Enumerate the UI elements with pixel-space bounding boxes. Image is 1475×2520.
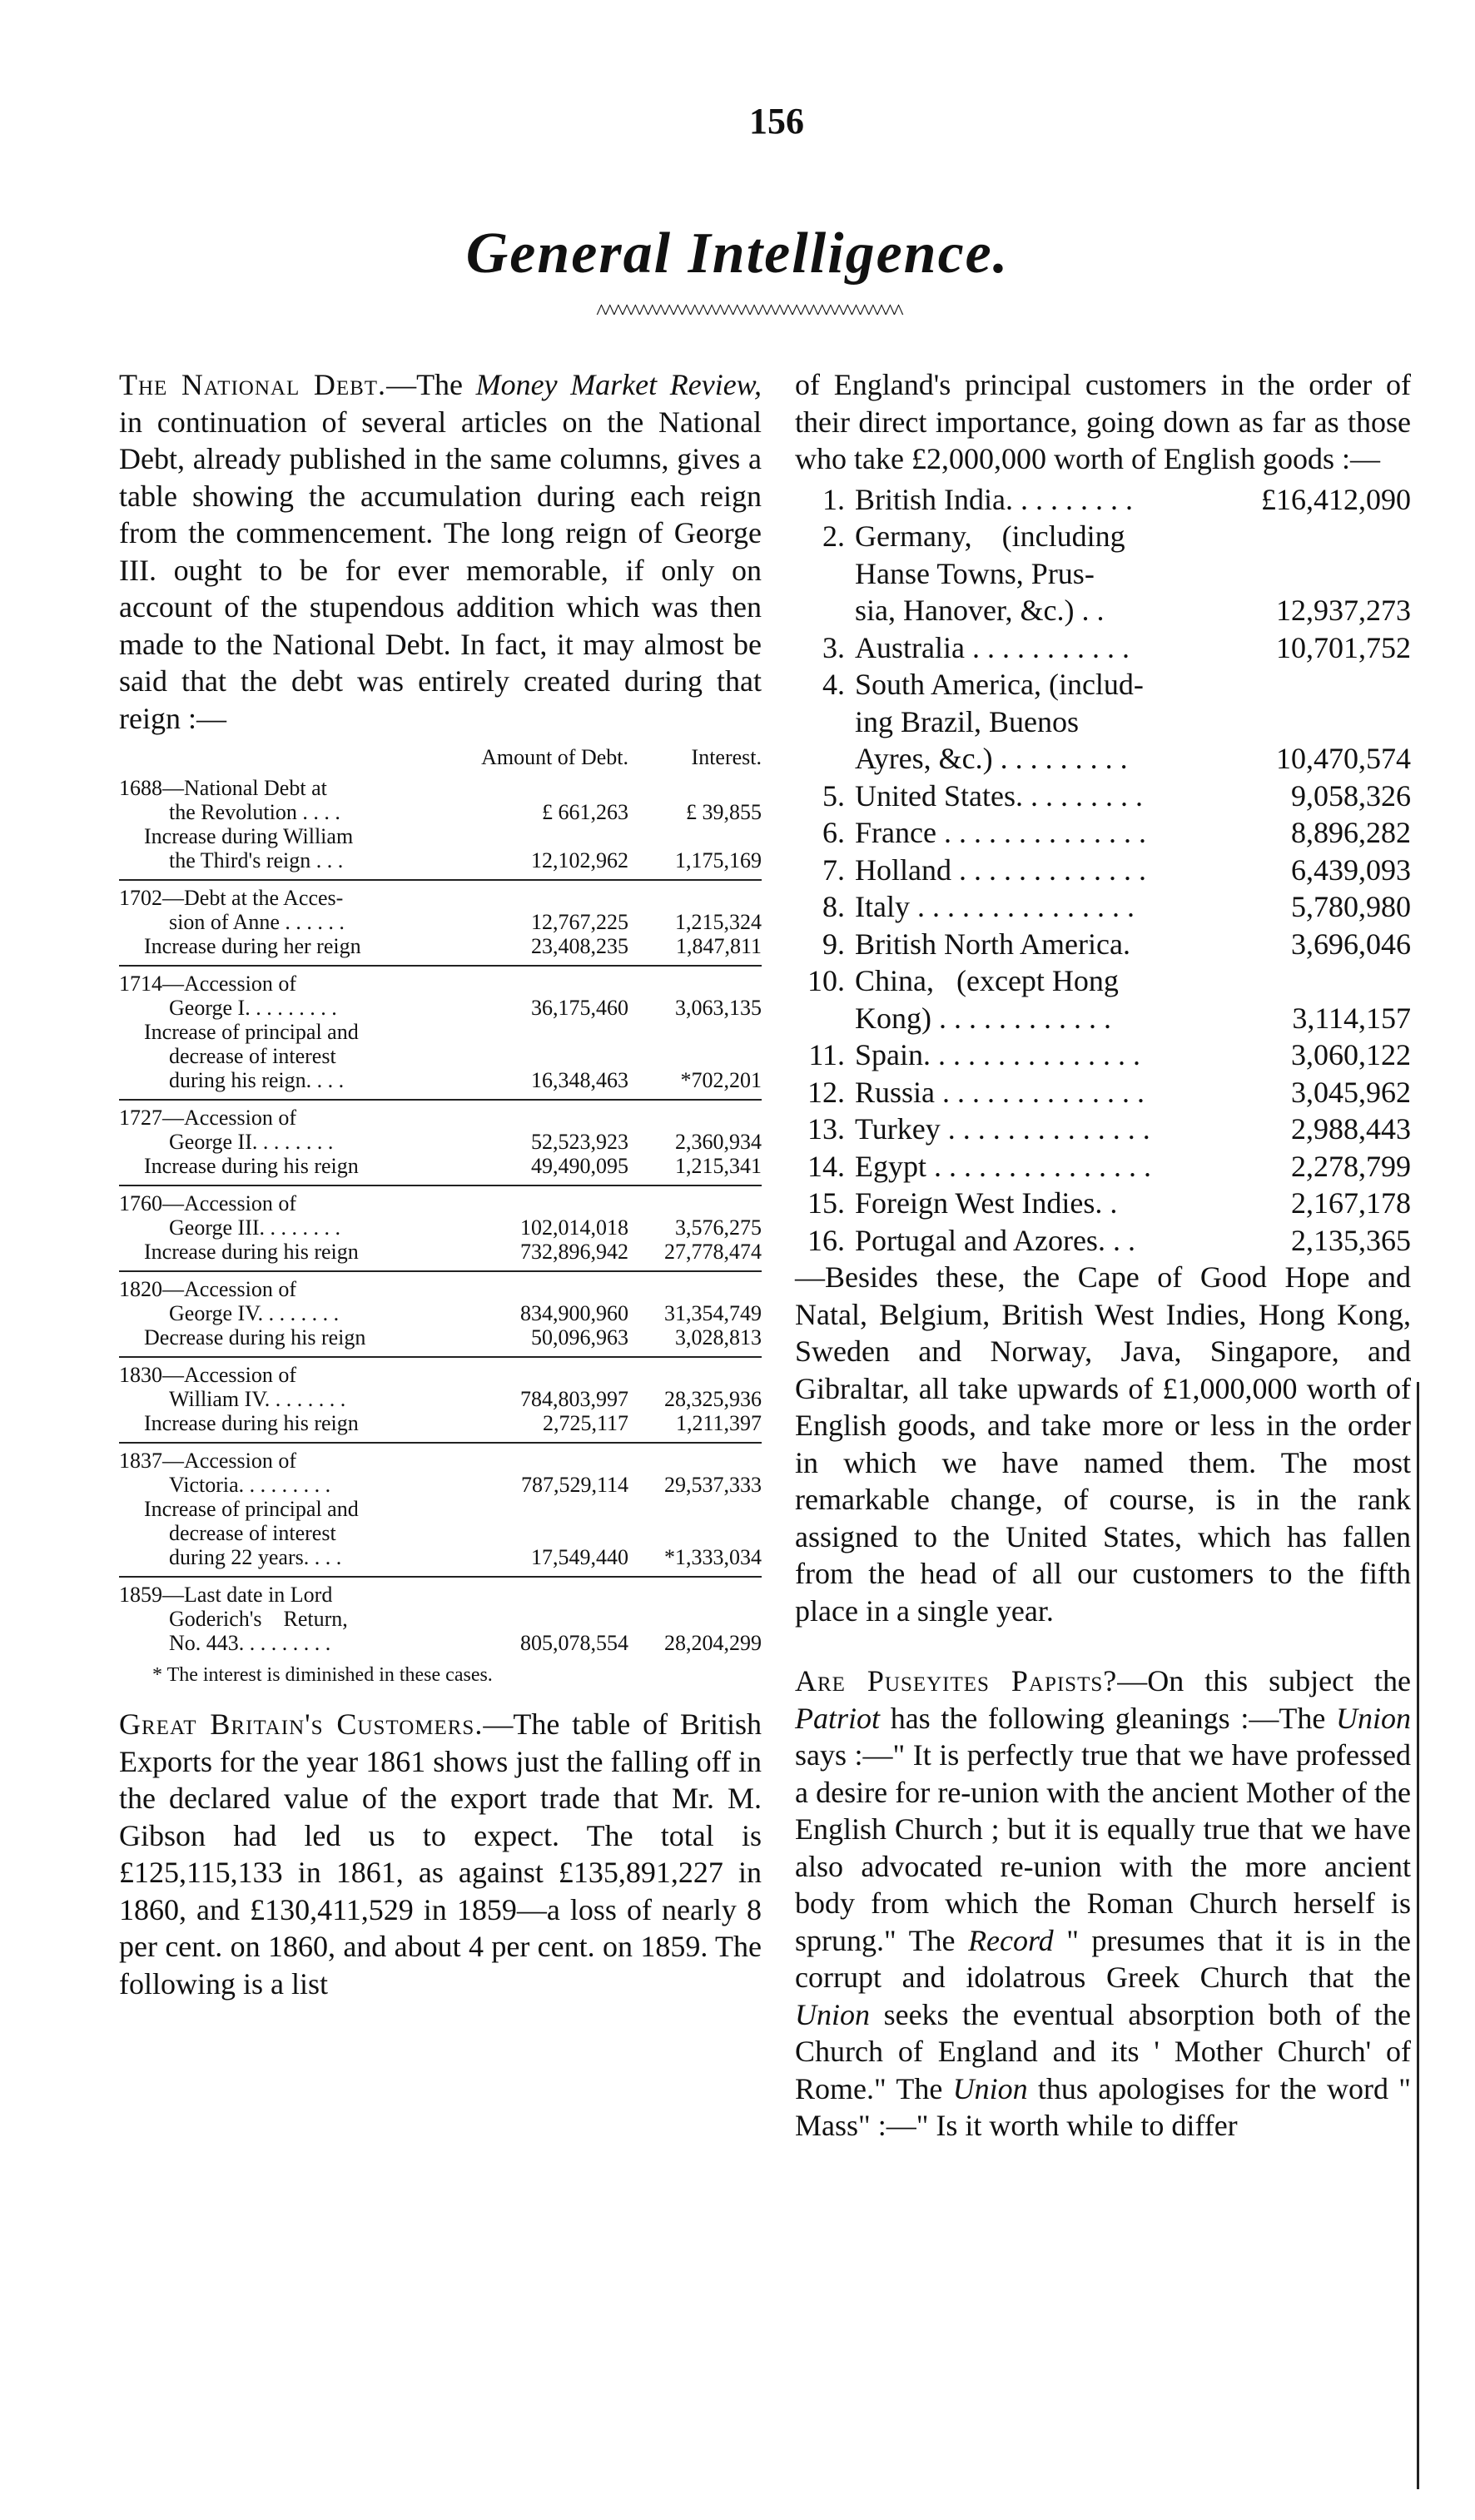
debt-row [119, 1068, 762, 1092]
debt-group [119, 967, 762, 1101]
customer-item [795, 962, 1411, 1036]
debt-amount: 784,803,997 [520, 1387, 628, 1411]
debt-row [119, 1240, 762, 1264]
customer-rank: 5. [822, 778, 845, 813]
debt-row [119, 1301, 762, 1325]
debt-interest: 29,537,333 [664, 1473, 762, 1497]
puseyites-text-3: says :—" It is perfectly true that we have professed a desire for re-union with the ancient Mother of the English Church ; but it is equally true that we have also advocated re-union with the more ancient body from which the Roman Church herself is sprung." The [795, 1738, 1411, 1957]
debt-row [119, 910, 762, 934]
customer-name: Australia . . . . . . . . . . . [855, 630, 1130, 664]
debt-row [119, 1583, 762, 1607]
debt-row-label: Increase during her reign [144, 934, 361, 958]
national-debt-paragraph [119, 366, 762, 737]
debt-row [119, 1607, 762, 1631]
great-britain-paragraph [119, 1706, 762, 2002]
debt-row-label: 1820—Accession of [119, 1277, 297, 1301]
debt-amount: 12,102,962 [531, 848, 628, 872]
debt-row [119, 1154, 762, 1178]
customer-rank: 12. [807, 1075, 845, 1109]
debt-row-label: George III. . . . . . . . [169, 1215, 341, 1240]
customer-name: United States. . . . . . . . . [855, 778, 1143, 813]
puseyites-text-4: " presumes that it is in the corrupt and idolatrous Greek Church that the [795, 1923, 1411, 1994]
debt-interest: 28,204,299 [664, 1631, 762, 1655]
debt-row-label: 1702—Debt at the Acces- [119, 886, 344, 910]
national-debt-text-b: in continuation of several articles on the National Debt, already published in the same columns, gives a table showing the accumulation during each reign from the commencement. The long reign of George III. ought to be for ever memorable, if only on account of the stupendous addition which was then made to the National Debt. In fact, it may almost be said that the debt was entirely created during that reign :— [119, 405, 762, 735]
debt-row-label: Increase during his reign [144, 1154, 359, 1178]
patriot-title: Patriot [795, 1701, 881, 1735]
customers-after-list: —Besides these, the Cape of Good Hope and Natal, Belgium, British West Indies, Hong Kong, Sweden and Norway, Java, Singapore, and Gibraltar, all take upwards of £1,000,000 worth of English goods, and take more or less in the order in which we have named them. The most remarkable change, of course, is in the rank assigned to the United States, which has fallen from the head of all our customers to the fifth place in a single year. [795, 1260, 1411, 1628]
great-britain-continued: of England's principal customers in the order of their direct importance, going down as far as those who take £2,000,000 worth of English goods :— [795, 368, 1411, 475]
debt-row-label: 1830—Accession of [119, 1363, 297, 1387]
debt-row [119, 996, 762, 1020]
debt-amount: 36,175,460 [531, 996, 628, 1020]
customer-amount: £16,412,090 [1261, 482, 1411, 516]
customer-item [795, 888, 1411, 926]
page-number: 156 [749, 101, 804, 142]
customer-amount: 9,058,326 [1291, 778, 1411, 813]
debt-interest: 1,175,169 [675, 848, 762, 872]
debt-row-label: Increase during his reign [144, 1411, 359, 1435]
debt-interest: 1,215,324 [675, 910, 762, 934]
debt-row-label: Increase during his reign [144, 1240, 359, 1264]
customer-item [795, 778, 1411, 815]
customer-item [795, 1222, 1411, 1260]
customer-name: British India. . . . . . . . . [855, 482, 1133, 516]
customer-amount: 3,696,046 [1291, 927, 1411, 961]
debt-row [119, 1631, 762, 1655]
debt-group [119, 771, 762, 881]
debt-row-label: decrease of interest [169, 1521, 336, 1545]
customer-item [795, 814, 1411, 852]
debt-row-label: George I. . . . . . . . . [169, 996, 337, 1020]
puseyites-heading: Are Puseyites Papists? [795, 1664, 1118, 1697]
customer-name: China, (except Hong [855, 964, 1119, 997]
debt-group [119, 881, 762, 967]
debt-row [119, 776, 762, 800]
customer-item [795, 629, 1411, 667]
customer-rank: 3. [822, 630, 845, 664]
customer-rank: 13. [807, 1112, 845, 1146]
debt-interest: 3,063,135 [675, 996, 762, 1020]
customer-amount: 2,135,365 [1291, 1223, 1411, 1257]
debt-amount: 50,096,963 [531, 1325, 628, 1349]
debt-amount: 787,529,114 [520, 1473, 628, 1497]
puseyites-text-2: has the following gleanings :—The [880, 1701, 1336, 1735]
debt-row-label: 1859—Last date in Lord [119, 1583, 333, 1607]
debt-row-label: sion of Anne . . . . . . [169, 910, 345, 934]
debt-row-label: Goderich's Return, [169, 1607, 348, 1631]
debt-group [119, 1101, 762, 1186]
debt-amount: 732,896,942 [520, 1240, 628, 1264]
debt-row [119, 1277, 762, 1301]
debt-row-label: 1727—Accession of [119, 1106, 297, 1130]
debt-row-label: 1760—Accession of [119, 1191, 297, 1215]
union-title: Union [795, 1997, 870, 2031]
debt-amount: 2,725,117 [542, 1411, 628, 1435]
debt-row [119, 1325, 762, 1349]
debt-interest: 31,354,749 [664, 1301, 762, 1325]
customer-rank: 1. [822, 482, 845, 516]
debt-row-label: during 22 years. . . . [169, 1545, 342, 1569]
debt-row-label: 1714—Accession of [119, 972, 297, 996]
debt-row-label: George IV. . . . . . . . [169, 1301, 340, 1325]
customer-item [795, 1036, 1411, 1074]
customer-item [795, 518, 1411, 629]
right-margin-rule [1417, 1382, 1419, 2489]
debt-interest: 28,325,936 [664, 1387, 762, 1411]
debt-row [119, 848, 762, 872]
union-title: Union [952, 2071, 1028, 2105]
customers-list [795, 481, 1411, 1260]
customer-amount: 3,114,157 [1292, 1001, 1411, 1035]
debt-row [119, 1411, 762, 1435]
debt-row-label: during his reign. . . . [169, 1068, 345, 1092]
debt-row-label: No. 443. . . . . . . . . [169, 1631, 331, 1655]
debt-row [119, 1044, 762, 1068]
debt-row [119, 1545, 762, 1569]
customer-name: Turkey . . . . . . . . . . . . . . [855, 1112, 1150, 1146]
customer-rank: 8. [822, 890, 845, 923]
customer-item [795, 1111, 1411, 1148]
page-masthead: General Intelligence. [465, 221, 1010, 286]
debt-row-label: Increase of principal and [144, 1020, 359, 1044]
puseyites-text-1: —On this subject the [1117, 1664, 1411, 1697]
customer-amount: 2,988,443 [1291, 1112, 1411, 1146]
header-amount: Amount of Debt. [481, 745, 628, 769]
debt-footnote: * The interest is diminished in these cases. [152, 1664, 493, 1686]
debt-row [119, 972, 762, 996]
national-debt-heading: The National Debt. [119, 368, 387, 401]
debt-row [119, 1020, 762, 1044]
debt-row [119, 886, 762, 910]
debt-interest: 27,778,474 [664, 1240, 762, 1264]
debt-interest: 1,211,397 [675, 1411, 762, 1435]
debt-amount: 12,767,225 [531, 910, 628, 934]
customer-amount: 5,780,980 [1291, 890, 1411, 923]
debt-row [119, 800, 762, 824]
customer-name: British North America. [855, 927, 1130, 961]
debt-row-label: decrease of interest [169, 1044, 336, 1068]
puseyites-text-5: seeks the eventual absorption both of the Church of England and its ' Mother Church' of Rome." The [795, 1997, 1411, 2105]
debt-row-label: the Revolution . . . . [169, 800, 340, 824]
debt-amount: 102,014,018 [520, 1215, 628, 1240]
money-market-review-title: Money Market Review, [475, 368, 762, 401]
debt-interest: 3,028,813 [675, 1325, 762, 1349]
customer-amount: 3,060,122 [1291, 1038, 1411, 1071]
customer-name: Germany, (including [855, 519, 1125, 553]
customer-amount: 2,278,799 [1291, 1149, 1411, 1183]
customer-rank: 9. [822, 927, 845, 961]
debt-row-label: 1688—National Debt at [119, 776, 327, 800]
customer-item [795, 1185, 1411, 1222]
debt-row [119, 1106, 762, 1130]
debt-table-header [119, 745, 762, 769]
debt-row [119, 934, 762, 958]
customer-name: Spain. . . . . . . . . . . . . . . [855, 1038, 1141, 1071]
customer-amount: 8,896,282 [1291, 816, 1411, 849]
debt-row-label: the Third's reign . . . [169, 848, 344, 872]
customer-item [795, 666, 1411, 778]
debt-row-label: William IV. . . . . . . . [169, 1387, 346, 1411]
debt-row [119, 1521, 762, 1545]
customer-name: Foreign West Indies. . [855, 1186, 1118, 1220]
national-debt-text-a: —The [386, 368, 476, 401]
debt-row [119, 1473, 762, 1497]
customer-name: Ayres, &c.) . . . . . . . . . [855, 742, 1128, 775]
debt-interest: 1,847,811 [675, 934, 762, 958]
debt-interest: 3,576,275 [675, 1215, 762, 1240]
debt-interest: 2,360,934 [675, 1130, 762, 1154]
union-title: Union [1336, 1701, 1411, 1735]
debt-amount: 16,348,463 [531, 1068, 628, 1092]
debt-row [119, 824, 762, 848]
debt-group [119, 1578, 762, 1662]
debt-row [119, 1130, 762, 1154]
customer-name: ing Brazil, Buenos [855, 704, 1079, 738]
debt-group [119, 1358, 762, 1444]
puseyites-paragraph [795, 1663, 1411, 2145]
great-britain-text: —The table of British Exports for the year 1861 shows just the falling off in the declared value of the export trade that Mr. M. Gibson had led us to expect. The total is £125,115,133 in 1861, as against £135,891,227 in 1860, and £130,411,529 in 1859—a loss of nearly 8 per cent. on 1860, and about 4 per cent. on 1859. The following is a list [119, 1707, 762, 2001]
customer-amount: 10,470,574 [1276, 742, 1411, 775]
customer-name: South America, (includ- [855, 668, 1144, 701]
debt-amount: 834,900,960 [520, 1301, 628, 1325]
debt-interest: £ 39,855 [686, 800, 762, 824]
header-interest: Interest. [691, 745, 762, 769]
debt-amount: 52,523,923 [531, 1130, 628, 1154]
customer-amount: 2,167,178 [1291, 1186, 1411, 1220]
debt-row-label: Victoria. . . . . . . . . [169, 1473, 331, 1497]
debt-interest: *1,333,034 [664, 1545, 762, 1569]
customer-rank: 16. [807, 1223, 845, 1257]
customer-name: Portugal and Azores. . . [855, 1223, 1135, 1257]
customer-amount: 3,045,962 [1291, 1075, 1411, 1109]
debt-row [119, 1215, 762, 1240]
customer-rank: 10. [807, 964, 845, 997]
ornament-rule: ^^^^^^^^^^^^^^^^^^^^^^^^^^^^^^^^^^^^ [596, 300, 902, 324]
debt-row-label: Decrease during his reign [144, 1325, 366, 1349]
customer-rank: 4. [822, 668, 845, 701]
customer-name: Italy . . . . . . . . . . . . . . . [855, 890, 1135, 923]
debt-interest: 1,215,341 [675, 1154, 762, 1178]
debt-amount: £ 661,263 [542, 800, 628, 824]
customer-item [795, 1148, 1411, 1185]
customer-item [795, 481, 1411, 519]
debt-row [119, 1387, 762, 1411]
customer-item [795, 1074, 1411, 1111]
debt-row [119, 1191, 762, 1215]
debt-row [119, 1363, 762, 1387]
debt-amount: 23,408,235 [531, 934, 628, 958]
debt-group [119, 1186, 762, 1272]
customer-name: Kong) . . . . . . . . . . . . [855, 1001, 1111, 1035]
customer-name: Hanse Towns, Prus- [855, 556, 1095, 590]
debt-row-label: Increase during William [144, 824, 354, 848]
great-britain-heading: Great Britain's Customers. [119, 1707, 484, 1741]
customer-amount: 12,937,273 [1276, 594, 1411, 627]
debt-amount: 805,078,554 [520, 1631, 628, 1655]
customer-name: sia, Hanover, &c.) . . [855, 594, 1105, 627]
customer-amount: 6,439,093 [1291, 852, 1411, 887]
national-debt-table [119, 745, 762, 1687]
customer-name: Holland . . . . . . . . . . . . . [855, 852, 1146, 887]
debt-row-label: George II. . . . . . . . [169, 1130, 334, 1154]
debt-group [119, 1444, 762, 1578]
customer-item [795, 852, 1411, 889]
customer-rank: 15. [807, 1186, 845, 1220]
right-column [795, 366, 1411, 2145]
debt-group [119, 1272, 762, 1358]
debt-interest: *702,201 [680, 1068, 762, 1092]
puseyites-text-6: thus apologises for the word " Mass" :—" Is it worth while to differ [795, 2071, 1411, 2142]
left-column [119, 366, 762, 2002]
customer-rank: 6. [822, 816, 845, 849]
debt-groups [119, 771, 762, 1662]
customer-rank: 11. [808, 1038, 845, 1071]
record-title: Record [968, 1923, 1054, 1957]
customer-name: Egypt . . . . . . . . . . . . . . . [855, 1149, 1151, 1183]
customer-amount: 10,701,752 [1276, 630, 1411, 664]
debt-row-label: 1837—Accession of [119, 1449, 297, 1473]
customer-rank: 2. [822, 519, 845, 553]
debt-row [119, 1449, 762, 1473]
customer-rank: 7. [822, 852, 845, 887]
debt-amount: 49,490,095 [531, 1154, 628, 1178]
debt-row-label: Increase of principal and [144, 1497, 359, 1521]
customer-item [795, 926, 1411, 963]
debt-amount: 17,549,440 [531, 1545, 628, 1569]
customer-name: Russia . . . . . . . . . . . . . . [855, 1075, 1145, 1109]
customer-rank: 14. [807, 1149, 845, 1183]
debt-row [119, 1497, 762, 1521]
customer-name: France . . . . . . . . . . . . . . [855, 816, 1146, 849]
